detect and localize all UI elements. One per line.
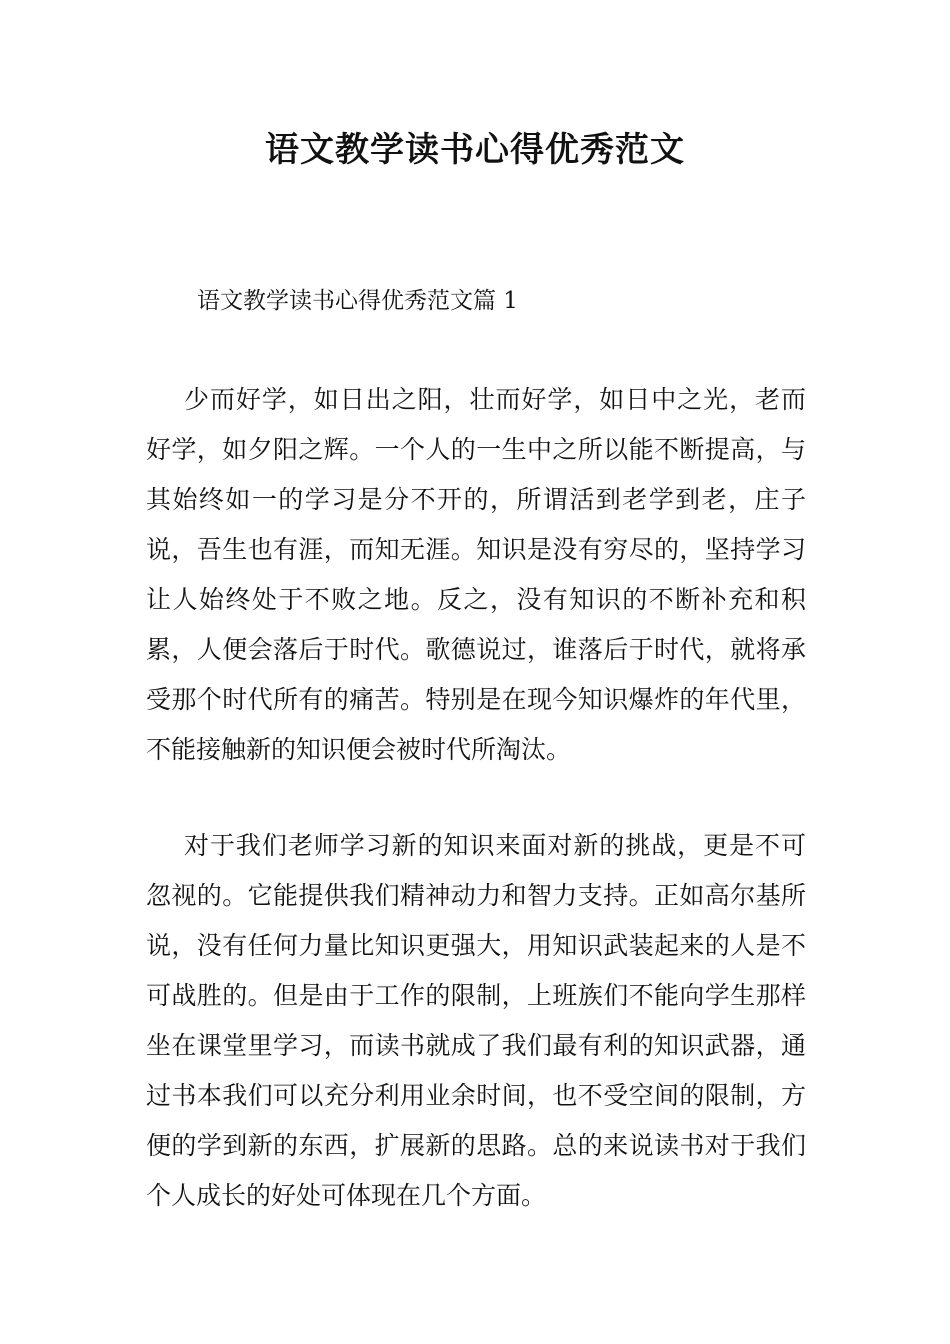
document-title: 语文教学读书心得优秀范文 xyxy=(265,130,685,170)
section-heading: 语文教学读书心得优秀范文篇 1 xyxy=(197,288,518,314)
body-paragraph-1: 少而好学，如日出之阳，壮而好学，如日中之光，老而好学，如夕阳之辉。一个人的一生中之所以能不断提高，与其始终如一的学习是分不开的，所谓活到老学到老，庄子说，吾生也有涯，而知无涯。知识是没有穷尽的，坚持学习让人始终处于不败之地。反之，没有知识的不断补充和积累，人便会落后于时代。歌德说过，谁落后于时代，就将承受那个时代所有的痛苦。特别是在现今知识爆炸的年代里，不能接触新的知识便会被时代所淘汰。 xyxy=(146,385,806,764)
body-paragraph-2: 对于我们老师学习新的知识来面对新的挑战，更是不可忽视的。它能提供我们精神动力和智力支持。正如高尔基所说，没有任何力量比知识更强大，用知识武装起来的人是不可战胜的。但是由于工作的限制，上班族们不能向学生那样坐在课堂里学习，而读书就成了我们最有利的知识武器，通过书本我们可以充分利用业余时间，也不受空间的限制，方便的学到新的东西，扩展新的思路。总的来说读书对于我们个人成长的好处可体现在几个方面。 xyxy=(146,831,806,1210)
